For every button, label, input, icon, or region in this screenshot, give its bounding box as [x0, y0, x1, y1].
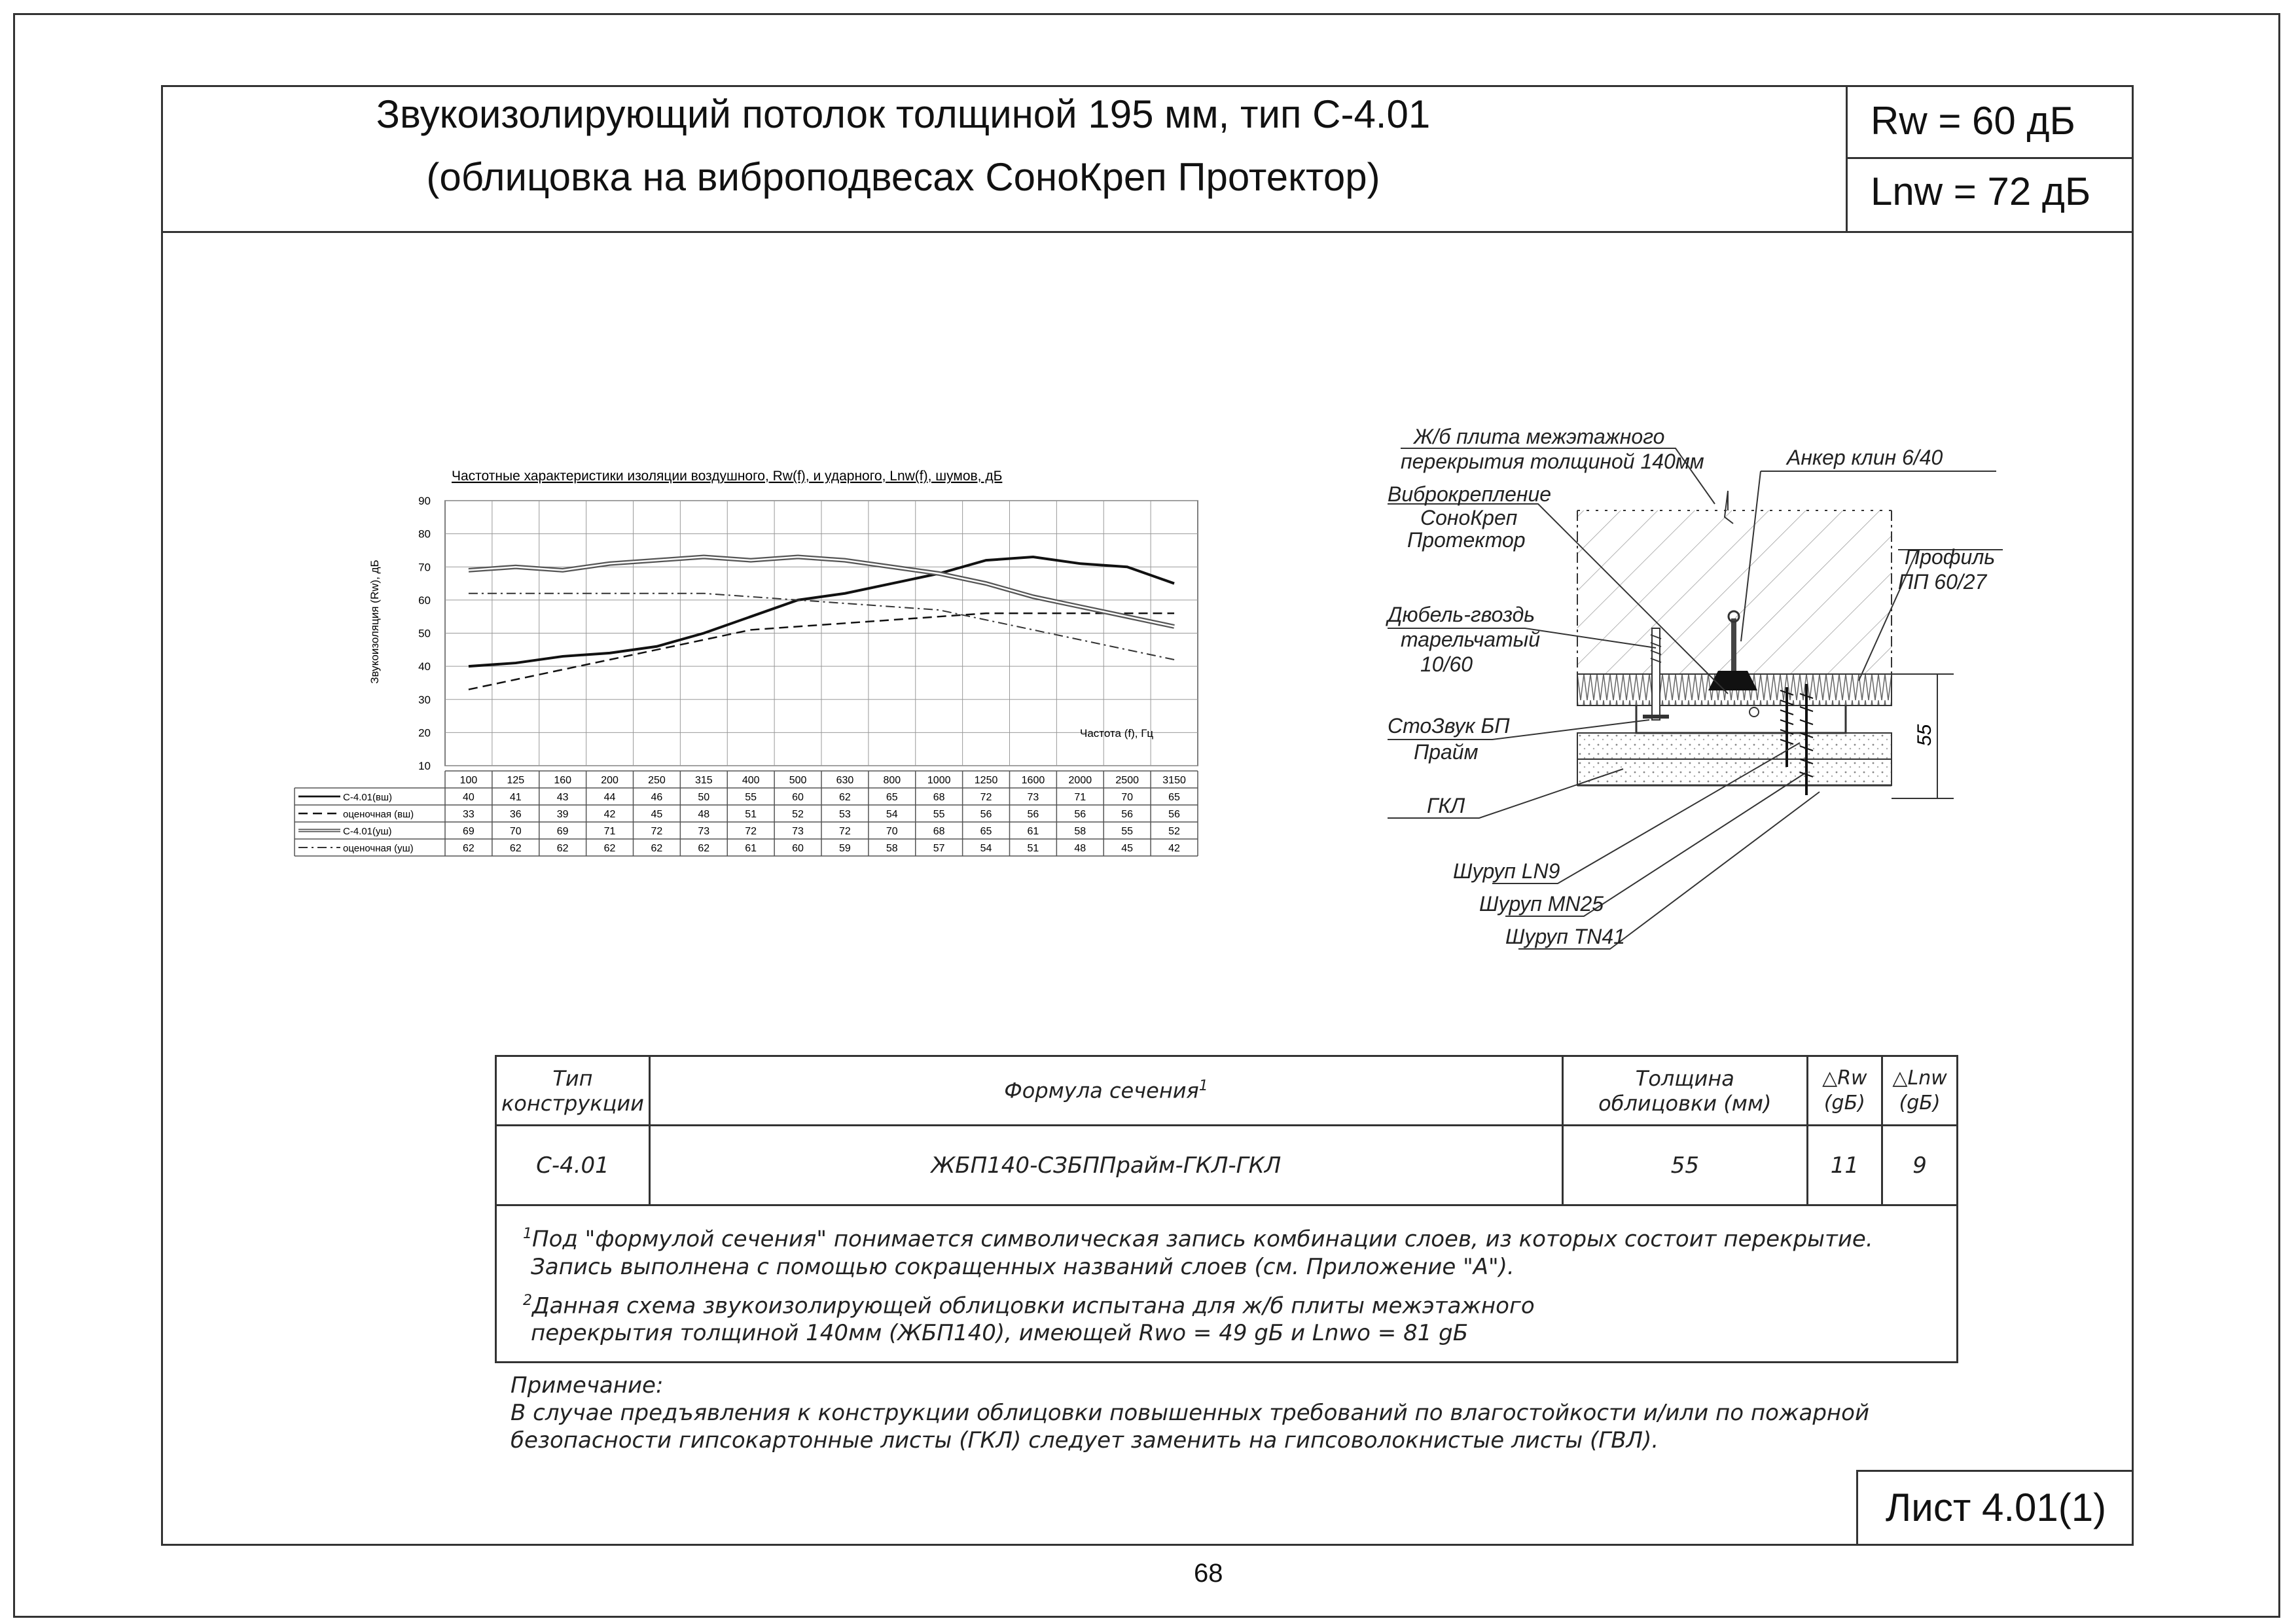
data-label: 62 — [651, 843, 663, 854]
data-label: 36 — [509, 809, 522, 820]
data-label: 68 — [933, 792, 945, 803]
y-tick-label: 30 — [418, 693, 431, 706]
data-label: 39 — [556, 809, 569, 820]
legend-label-1: оценочная (вш) — [343, 809, 414, 820]
data-label: 56 — [980, 809, 992, 820]
label-slab-2: перекрытия толщиной 140мм — [1401, 450, 1704, 473]
label-mount-2: СоноКреп — [1420, 506, 1518, 529]
data-label: 56 — [1121, 809, 1134, 820]
page-title-line1: Звукоизолирующий потолок толщиной 195 мм, тип С-4.01 — [376, 92, 1431, 136]
data-label: 59 — [839, 843, 851, 854]
x-tick-label: 400 — [742, 775, 760, 786]
data-label: 56 — [1168, 809, 1180, 820]
y-tick-label: 80 — [418, 527, 431, 541]
ceiling-section-diagram — [1348, 412, 2029, 948]
label-screw-tn41: Шуруп TN41 — [1505, 925, 1625, 948]
data-label: 69 — [556, 826, 569, 837]
y-tick-label: 60 — [418, 594, 431, 607]
dowel-nail — [1652, 628, 1660, 720]
x-tick-label: 2500 — [1115, 775, 1139, 786]
label-screw-mn25: Шуруп MN25 — [1479, 892, 1604, 916]
y-tick-label: 20 — [418, 726, 431, 740]
data-label: 42 — [603, 809, 616, 820]
footnote-1-sup: 1 — [523, 1226, 532, 1243]
label-gkl: ГКЛ — [1427, 794, 1465, 817]
label-profile-1: Профиль — [1905, 545, 1996, 569]
data-label: 65 — [980, 826, 992, 837]
note-line1: В случае предъявления к конструкции облицовки повышенных требований по влагостойкости и/или по пожарной — [511, 1400, 1870, 1426]
data-label: 58 — [886, 843, 898, 854]
gypsum-board-1 — [1577, 733, 1892, 759]
y-tick-label: 50 — [418, 627, 431, 640]
data-label: 70 — [1121, 792, 1134, 803]
header-thickness-cell — [1563, 1056, 1807, 1126]
data-label: 42 — [1168, 843, 1180, 854]
footnote-2-sup: 2 — [523, 1292, 532, 1309]
data-label: 61 — [1027, 826, 1039, 837]
data-label: 43 — [556, 792, 569, 803]
note-line2: безопасности гипсокартонные листы (ГКЛ) следует заменить на гипсоволокнистые листы (ГВЛ). — [511, 1427, 1659, 1454]
data-label: 62 — [698, 843, 710, 854]
footnotes-cell — [496, 1205, 1958, 1363]
header-dlnw-1: △Lnw — [1892, 1066, 1947, 1090]
chart-data-table — [295, 771, 1198, 856]
data-label: 60 — [792, 792, 804, 803]
label-stozvuk-2: Прайм — [1414, 740, 1479, 764]
data-label: 62 — [509, 843, 522, 854]
y-tick-label: 40 — [418, 660, 431, 673]
chart-y-ticks — [418, 495, 431, 772]
row-dlnw: 9 — [1882, 1126, 1958, 1205]
label-dowel-2: тарельчатый — [1401, 628, 1541, 651]
label-anchor: Анкер клин 6/40 — [1787, 446, 1943, 469]
sheet-label: Лист 4.01(1) — [1885, 1486, 2107, 1529]
frequency-chart — [288, 458, 1217, 890]
data-label: 56 — [1027, 809, 1039, 820]
data-label: 56 — [1074, 809, 1086, 820]
data-label: 52 — [1168, 826, 1180, 837]
data-label: 62 — [463, 843, 475, 854]
header-drw-cell — [1807, 1056, 1882, 1126]
x-tick-label: 500 — [789, 775, 807, 786]
x-tick-label: 160 — [554, 775, 572, 786]
header-thickness-1: Толщина — [1635, 1065, 1734, 1091]
legend-label-3: оценочная (уш) — [343, 843, 414, 854]
data-label: 48 — [698, 809, 710, 820]
data-label: 55 — [745, 792, 757, 803]
profile-pp-60-27 — [1636, 705, 1846, 733]
data-label: 72 — [651, 826, 663, 837]
data-label: 65 — [1168, 792, 1180, 803]
data-label: 73 — [698, 826, 710, 837]
x-tick-label: 630 — [836, 775, 854, 786]
footnote-1-line1: Под "формулой сечения" понимается символическая запись комбинации слоев, из которых состоит перекрытие. — [532, 1226, 1873, 1253]
dimension-55: 55 — [1914, 724, 1935, 746]
y-tick-label: 70 — [418, 561, 431, 574]
data-label: 33 — [463, 809, 475, 820]
page-title-line2: (облицовка на виброподвесах СоноКреп Протектор) — [426, 155, 1380, 199]
data-label: 45 — [651, 809, 663, 820]
lnw-value: Lnw = 72 дБ — [1871, 169, 2091, 213]
data-label: 68 — [933, 826, 945, 837]
rw-lnw-divider — [1846, 157, 2134, 159]
data-label: 71 — [1074, 792, 1086, 803]
header-dlnw-2: (gБ) — [1899, 1091, 1941, 1115]
data-label: 54 — [980, 843, 992, 854]
label-mount-1: Виброкрепление — [1388, 482, 1552, 506]
data-label: 62 — [556, 843, 569, 854]
data-label: 57 — [933, 843, 945, 854]
data-label: 73 — [1027, 792, 1039, 803]
x-tick-label: 250 — [648, 775, 666, 786]
data-label: 62 — [839, 792, 851, 803]
data-label: 65 — [886, 792, 898, 803]
header-divider — [1846, 85, 1848, 233]
data-label: 72 — [745, 826, 757, 837]
data-label: 51 — [745, 809, 757, 820]
header-formula-cell — [649, 1056, 1562, 1126]
row-type: С-4.01 — [496, 1126, 650, 1205]
header-type-2: конструкции — [501, 1090, 644, 1116]
header-thickness-2: облицовки (мм) — [1598, 1090, 1772, 1116]
data-label: 51 — [1027, 843, 1039, 854]
x-tick-label: 315 — [694, 775, 713, 786]
header-drw-2: (gБ) — [1823, 1091, 1865, 1115]
footnote-1-line2: Запись выполнена с помощью сокращенных названий слоев (см. Приложение "А"). — [531, 1253, 1515, 1280]
data-label: 72 — [980, 792, 992, 803]
data-label: 62 — [603, 843, 616, 854]
data-label: 53 — [839, 809, 851, 820]
note-title: Примечание: — [511, 1372, 664, 1399]
data-label: 61 — [745, 843, 757, 854]
data-label: 70 — [886, 826, 898, 837]
data-label: 48 — [1074, 843, 1086, 854]
header-type-1: Тип — [552, 1065, 593, 1091]
legend-label-0: С-4.01(вш) — [343, 792, 393, 803]
sheet-label-box — [1856, 1470, 2134, 1546]
header-drw-1: △Rw — [1822, 1066, 1867, 1090]
header-formula: Формула сечения — [1004, 1078, 1199, 1103]
data-label: 72 — [839, 826, 851, 837]
header-formula-sup: 1 — [1198, 1078, 1208, 1095]
label-dowel-3: 10/60 — [1420, 652, 1473, 676]
data-label: 58 — [1074, 826, 1086, 837]
label-dowel-1: Дюбель-гвоздь — [1388, 603, 1535, 626]
x-tick-label: 100 — [459, 775, 478, 786]
header-dlnw-cell — [1882, 1056, 1958, 1126]
data-label: 55 — [1121, 826, 1134, 837]
data-label: 44 — [603, 792, 616, 803]
data-label: 50 — [698, 792, 710, 803]
y-tick-label: 90 — [418, 495, 431, 507]
footnote-2-line1: Данная схема звукоизолирующей облицовки испытана для ж/б плиты межэтажного — [532, 1292, 1535, 1319]
page-number: 68 — [1194, 1559, 1223, 1588]
chart-grid — [445, 501, 1198, 766]
x-tick-label: 1000 — [927, 775, 951, 786]
label-mount-3: Протектор — [1407, 528, 1526, 552]
row-drw: 11 — [1807, 1126, 1882, 1205]
y-tick-label: 10 — [418, 760, 431, 772]
data-label: 71 — [603, 826, 616, 837]
header-bottom-line — [161, 231, 2134, 233]
data-label: 52 — [792, 809, 804, 820]
data-label: 70 — [509, 826, 522, 837]
row-thickness: 55 — [1563, 1126, 1807, 1205]
data-label: 40 — [463, 792, 475, 803]
spec-table — [495, 1055, 1958, 1363]
data-label: 69 — [463, 826, 475, 837]
data-label: 55 — [933, 809, 945, 820]
chart-x-label: Частота (f), Гц — [1080, 727, 1154, 740]
x-tick-label: 125 — [507, 775, 525, 786]
row-formula: ЖБП140-СЗБППрайм-ГКЛ-ГКЛ — [649, 1126, 1562, 1205]
x-tick-label: 2000 — [1068, 775, 1092, 786]
label-screw-ln9: Шуруп LN9 — [1453, 859, 1560, 883]
header-type-cell — [496, 1056, 650, 1126]
footnote-2-line2: перекрытия толщиной 140мм (ЖБП140), имеющей Rwo = 49 gБ и Lnwo = 81 gБ — [531, 1319, 1469, 1346]
data-label: 41 — [509, 792, 522, 803]
data-label: 54 — [886, 809, 898, 820]
label-profile-2: ПП 60/27 — [1898, 570, 1987, 594]
chart-y-label: Звукоизоляция (Rw), дБ — [368, 560, 381, 684]
legend-label-2: С-4.01(уш) — [343, 826, 392, 837]
label-stozvuk-1: СтоЗвук БП — [1388, 714, 1510, 738]
chart-title: Частотные характеристики изоляции воздушного, Rw(f), и ударного, Lnw(f), шумов, дБ — [452, 469, 1003, 484]
x-tick-label: 1250 — [974, 775, 998, 786]
label-slab-1: Ж/б плита межэтажного — [1414, 425, 1665, 448]
note-block — [511, 1372, 1885, 1454]
rw-value: Rw = 60 дБ — [1871, 99, 2075, 143]
x-tick-label: 200 — [601, 775, 619, 786]
data-label: 60 — [792, 843, 804, 854]
x-tick-label: 3150 — [1162, 775, 1186, 786]
x-tick-label: 1600 — [1021, 775, 1045, 786]
data-label: 73 — [792, 826, 804, 837]
x-tick-label: 800 — [883, 775, 901, 786]
data-label: 46 — [651, 792, 663, 803]
data-label: 45 — [1121, 843, 1134, 854]
